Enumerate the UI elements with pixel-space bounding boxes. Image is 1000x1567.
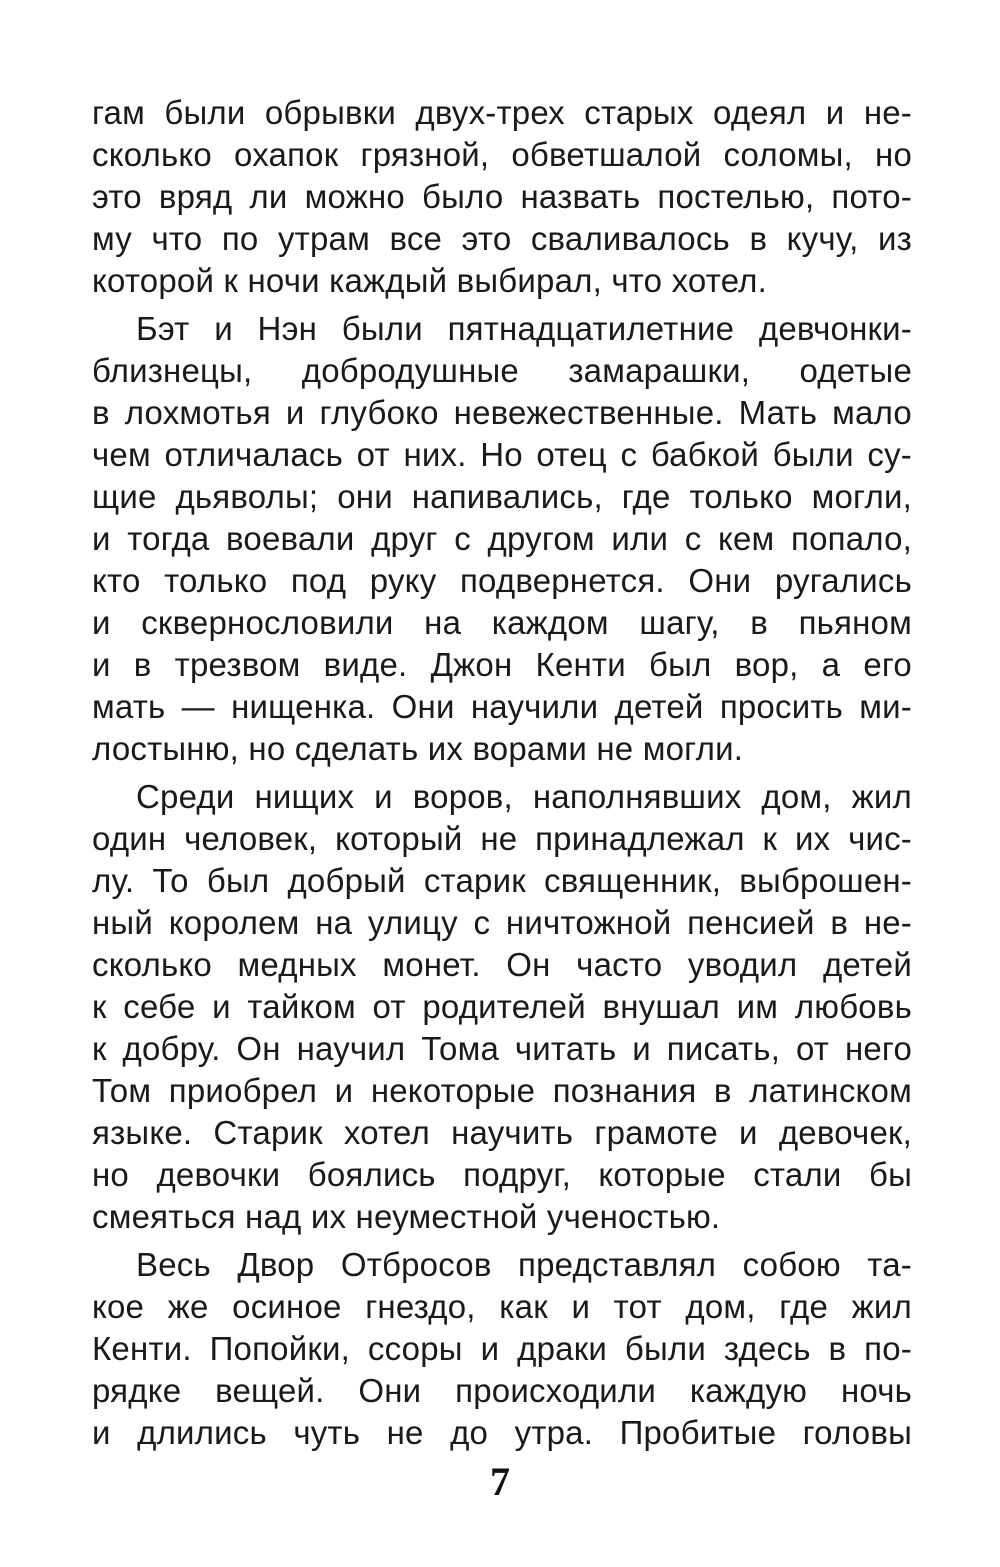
text-line: в лохмотья и глубоко невежественные. Мать мало [92,394,912,431]
page-number: 7 [490,1459,510,1504]
text-line: но девочки боялись подруг, которые стали бы [92,1156,912,1193]
book-page-text [92,92,912,1454]
text-line: к себе и тайком от родителей внушал им любовь [92,988,912,1025]
paragraph [92,92,912,302]
text-line: и длились чуть не до утра. Пробитые головы [92,1414,912,1451]
text-line: близнецы, добродушные замарашки, одетые [92,352,912,389]
text-line: и сквернословили на каждом шагу, в пьяном [92,604,912,641]
text-line: и в трезвом виде. Джон Кенти был вор, а его [92,646,912,683]
text-line: чем отличалась от них. Но отец с бабкой были су- [92,436,912,473]
paragraph [92,308,912,770]
paragraph [92,1244,912,1454]
text-line: Бэт и Нэн были пятнадцатилетние девчонки- [136,310,912,347]
text-line: мать — нищенка. Они научили детей просить ми- [92,688,912,725]
text-line: сколько охапок грязной, обветшалой соломы, но [92,136,912,173]
text-line: к добру. Он научил Тома читать и писать, от него [92,1030,912,1067]
text-line: Среди нищих и воров, наполнявших дом, жил [136,778,912,815]
text-line: один человек, который не принадлежал к их чис- [92,820,912,857]
text-line: и тогда воевали друг с другом или с кем попало, [92,520,912,557]
text-line: которой к ночи каждый выбирал, что хотел. [92,262,767,299]
text-line: Кенти. Попойки, ссоры и драки были здесь в по- [92,1330,912,1367]
text-line: Том приобрел и некоторые познания в латинском [92,1072,912,1109]
text-line: лостыню, но сделать их ворами не могли. [92,730,744,767]
text-line: Весь Двор Отбросов представлял собою та- [136,1246,912,1283]
text-line: кто только под руку подвернется. Они ругались [92,562,912,599]
text-line: ный королем на улицу с ничтожной пенсией в не- [92,904,912,941]
text-line: рядке вещей. Они происходили каждую ночь [92,1372,912,1409]
text-line: языке. Старик хотел научить грамоте и девочек, [92,1114,912,1151]
text-line: кое же осиное гнездо, как и тот дом, где жил [92,1288,912,1325]
text-line: гам были обрывки двух-трех старых одеял и не- [92,94,912,131]
text-line: сколько медных монет. Он часто уводил детей [92,946,912,983]
text-line: му что по утрам все это сваливалось в кучу, из [92,220,912,257]
paragraph [92,776,912,1238]
text-line: лу. То был добрый старик священник, выброшен- [92,862,912,899]
text-line: это вряд ли можно было назвать постелью, пото- [92,178,912,215]
text-line: смеяться над их неуместной ученостью. [92,1198,721,1235]
text-line: щие дьяволы; они напивались, где только могли, [92,478,912,515]
